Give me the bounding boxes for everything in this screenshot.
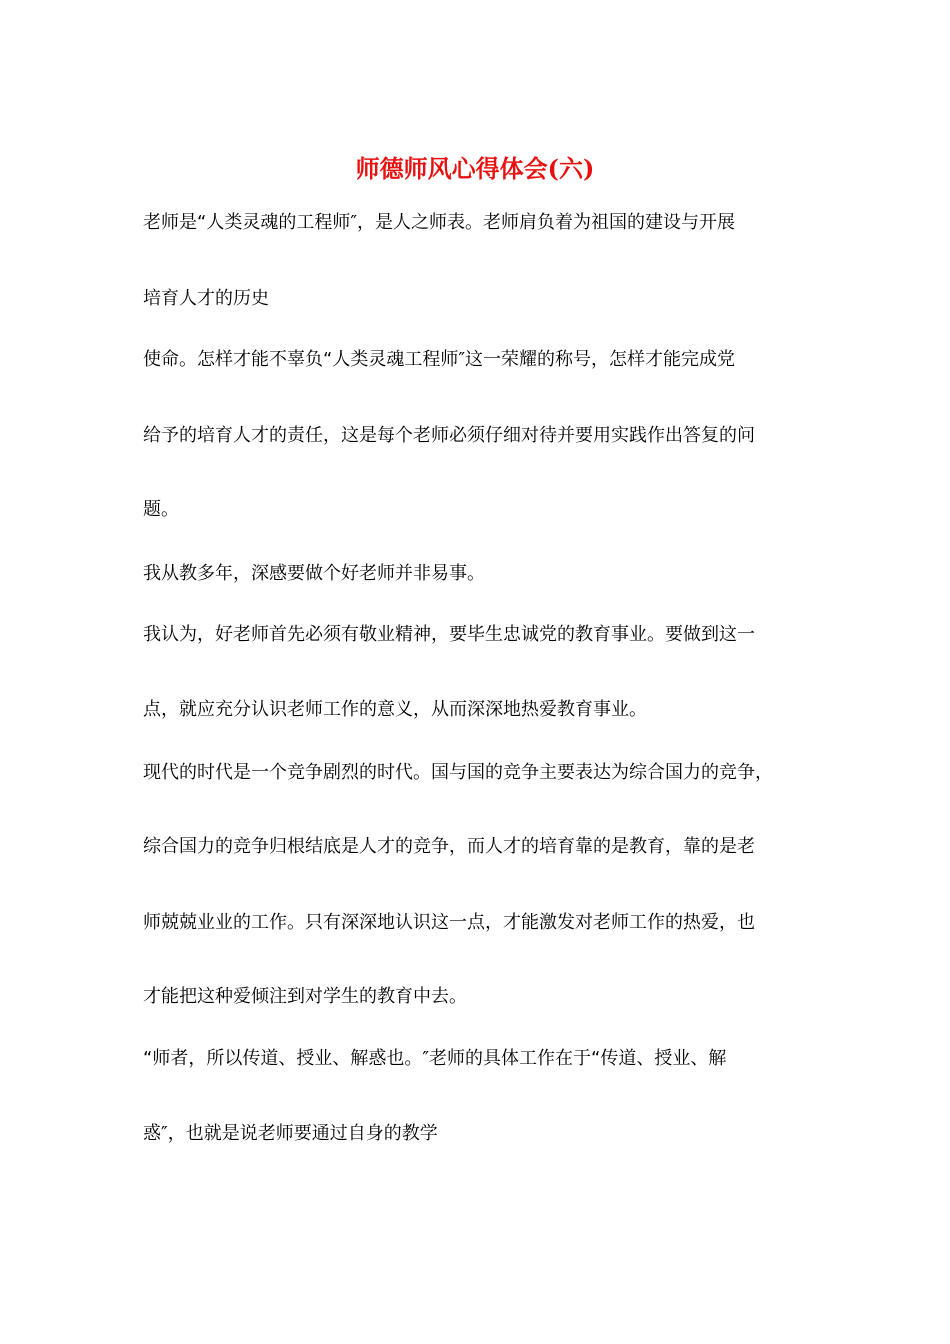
paragraph-line: 综合国力的竞争归根结底是人才的竞争，而人才的培育靠的是教育，靠的是老: [143, 836, 755, 857]
paragraph-line: 使命。怎样才能不辜负“人类灵魂工程师″这一荣耀的称号，怎样才能完成党: [143, 349, 736, 370]
paragraph-line: 老师是“人类灵魂的工程师″，是人之师表。老师肩负着为祖国的建设与开展: [143, 212, 736, 233]
paragraph-line: 我从教多年，深感要做个好老师并非易事。: [143, 563, 485, 584]
paragraph-line: 惑″，也就是说老师要通过自身的教学: [143, 1123, 438, 1144]
document-title: 师德师风心得体会(六): [355, 154, 595, 183]
paragraph-line: 我认为，好老师首先必须有敬业精神，要毕生忠诚党的教育事业。要做到这一: [143, 624, 755, 645]
paragraph-line: “师者，所以传道、授业、解惑也。″老师的具体工作在于“传道、授业、解: [143, 1048, 727, 1069]
paragraph-line: 培育人才的历史: [143, 288, 269, 309]
paragraph-line: 才能把这种爱倾注到对学生的教育中去。: [143, 986, 467, 1007]
paragraph-line: 现代的时代是一个竞争剧烈的时代。国与国的竞争主要表达为综合国力的竞争，: [143, 762, 773, 783]
paragraph-line: 点，就应充分认识老师工作的意义，从而深深地热爱教育事业。: [143, 699, 647, 720]
paragraph-line: 师兢兢业业的工作。只有深深地认识这一点，才能激发对老师工作的热爱，也: [143, 912, 755, 933]
paragraph-line: 给予的培育人才的责任，这是每个老师必须仔细对待并要用实践作出答复的问: [143, 425, 755, 446]
paragraph-line: 题。: [143, 499, 179, 520]
